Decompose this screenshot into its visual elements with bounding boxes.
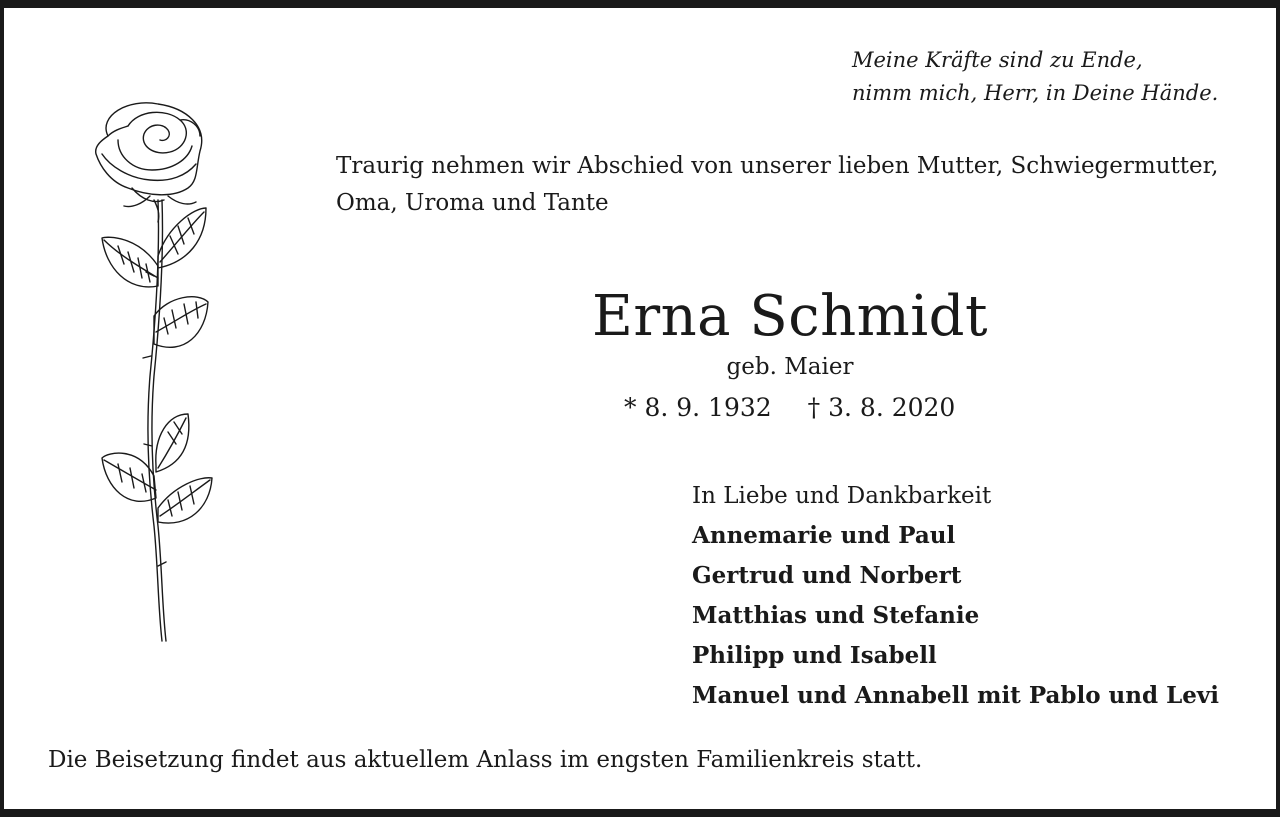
deceased-name: Erna Schmidt — [591, 284, 989, 349]
mourners-list — [692, 516, 1219, 716]
mourner-entry: Matthias und Stefanie — [692, 602, 980, 629]
death-date: † 3. 8. 2020 — [807, 393, 956, 422]
funeral-notice: Die Beisetzung findet aus aktuellem Anlass im engsten Familienkreis statt. — [48, 747, 923, 773]
mourner-entry: Manuel und Annabell mit Pablo und Levi — [692, 682, 1220, 709]
intro-line-1: Traurig nehmen wir Abschied von unserer lieben Mutter, Schwiegermutter, — [336, 153, 1219, 179]
mourner-entry: Annemarie und Paul — [692, 522, 956, 549]
mourners-heading: In Liebe und Dankbarkeit — [692, 483, 992, 509]
intro-line-2: Oma, Uroma und Tante — [336, 190, 609, 216]
mourner-entry: Gertrud und Norbert — [692, 562, 962, 589]
intro-text — [336, 148, 1218, 222]
mourner-entry: Philipp und Isabell — [692, 642, 937, 669]
quote — [852, 44, 1218, 110]
maiden-name: geb. Maier — [726, 354, 854, 380]
quote-line-1: Meine Kräfte sind zu Ende, — [852, 48, 1143, 72]
birth-date: * 8. 9. 1932 — [624, 393, 772, 422]
life-dates — [624, 390, 955, 426]
quote-line-2: nimm mich, Herr, in Deine Hände. — [852, 81, 1219, 105]
